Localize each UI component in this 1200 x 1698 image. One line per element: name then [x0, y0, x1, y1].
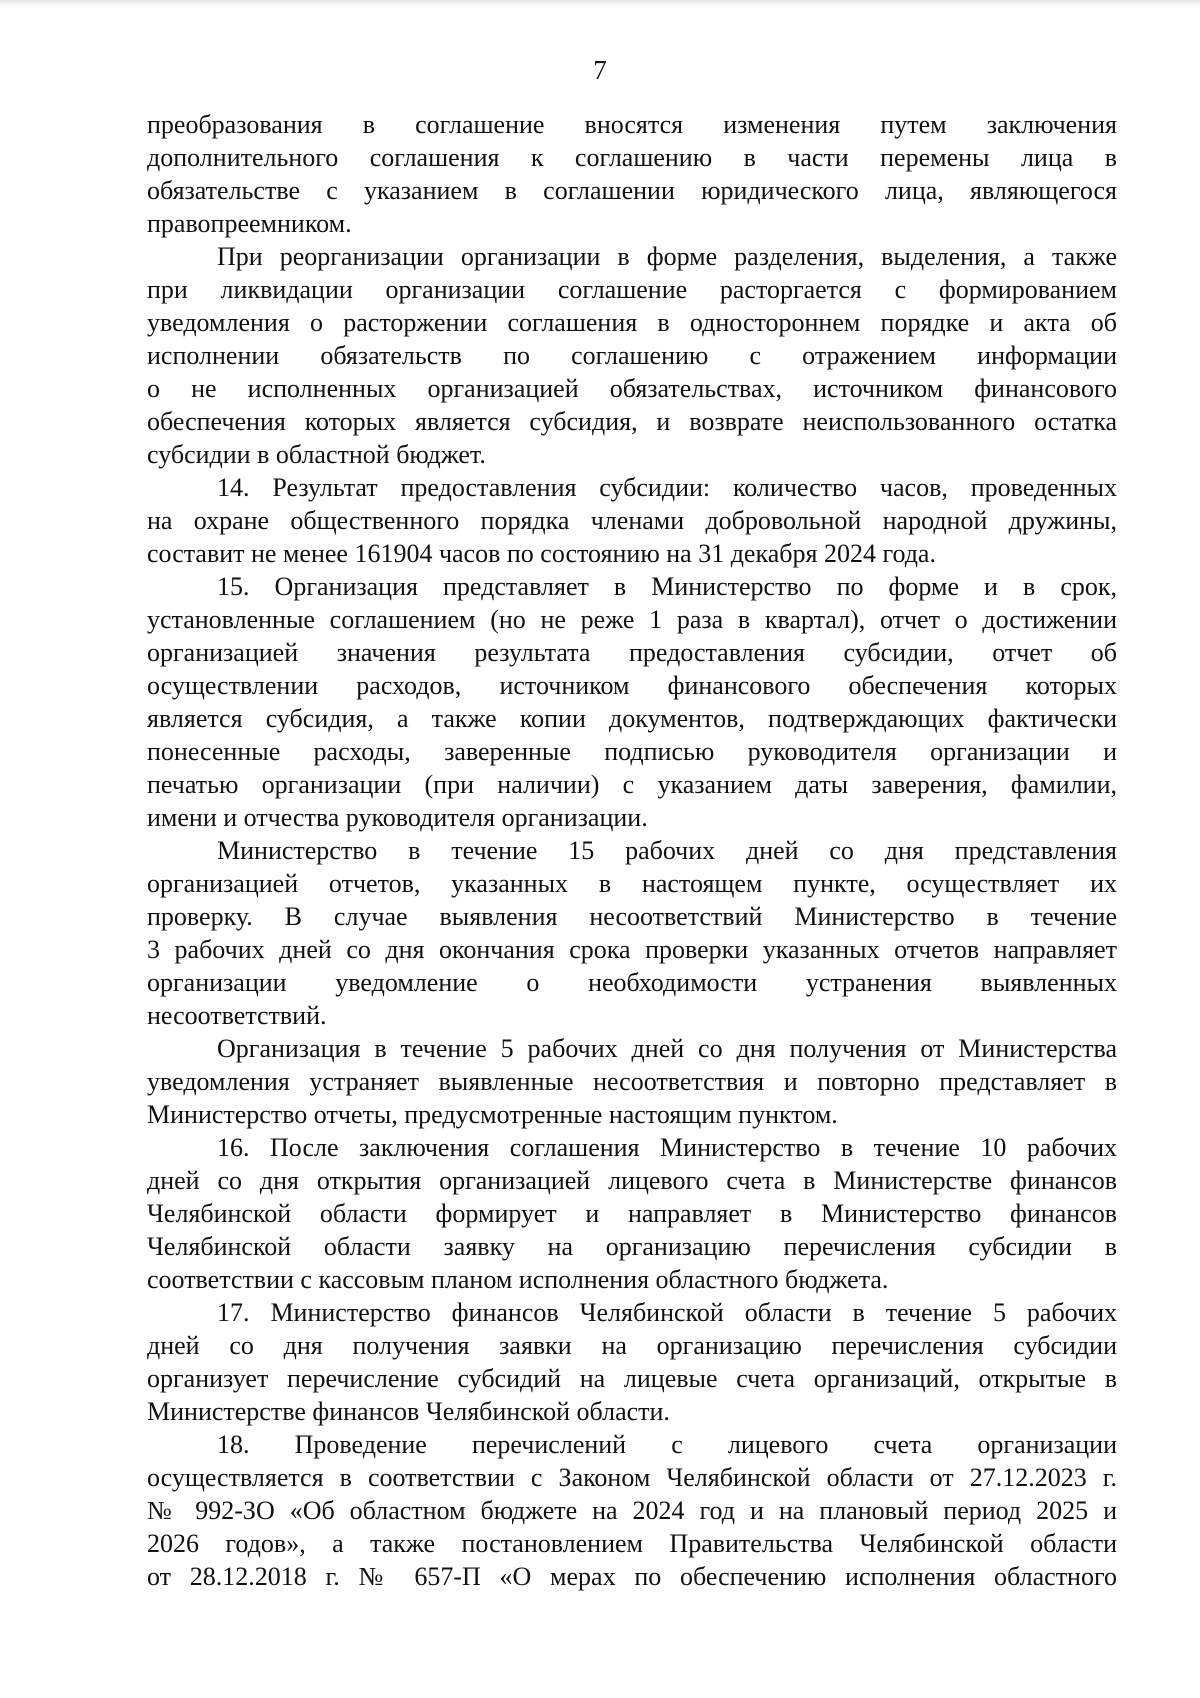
- text-line: печатью организации (при наличии) с указанием даты заверения, фамилии,: [147, 770, 1117, 799]
- paragraph: [147, 834, 1117, 1032]
- paragraph-item-17: [147, 1296, 1117, 1428]
- scan-edge: [0, 0, 1200, 6]
- document-body: [147, 108, 1117, 1593]
- page-number: 7: [593, 55, 607, 85]
- text-line: Министерство отчеты, предусмотренные настоящим пунктом.: [147, 1100, 838, 1129]
- paragraph-item-14: [147, 471, 1117, 570]
- text-line: несоответствий.: [147, 1001, 327, 1030]
- text-line: Челябинской области формирует и направляет в Министерство финансов: [147, 1199, 1117, 1228]
- text-line: Министерстве финансов Челябинской области.: [147, 1397, 670, 1426]
- text-line: установленные соглашением (но не реже 1 раза в квартал), отчет о достижении: [147, 605, 1117, 634]
- text-line: организацией отчетов, указанных в настоящем пункте, осуществляет их: [147, 869, 1117, 898]
- text-line: Челябинской области заявку на организацию перечисления субсидии в: [147, 1232, 1117, 1261]
- text-line: 2026 годов», а также постановлением Правительства Челябинской области: [147, 1529, 1117, 1558]
- text-line: дней со дня получения заявки на организацию перечисления субсидии: [147, 1331, 1117, 1360]
- text-line: 14. Результат предоставления субсидии: количество часов, проведенных: [217, 473, 1117, 502]
- text-line: организации уведомление о необходимости устранения выявленных: [147, 968, 1117, 997]
- text-line: 18. Проведение перечислений с лицевого счета организации: [217, 1430, 1117, 1459]
- text-line: уведомления о расторжении соглашения в одностороннем порядке и акта об: [147, 308, 1117, 337]
- text-line: обеспечения которых является субсидия, и возврате неиспользованного остатка: [147, 407, 1117, 436]
- text-line: 15. Организация представляет в Министерство по форме и в срок,: [217, 572, 1117, 601]
- text-line: 3 рабочих дней со дня окончания срока проверки указанных отчетов направляет: [147, 935, 1117, 964]
- paragraph-item-15: [147, 570, 1117, 834]
- text-line: правопреемником.: [147, 209, 352, 238]
- text-line: осуществляется в соответствии с Законом Челябинской области от 27.12.2023 г.: [147, 1463, 1117, 1492]
- text-line: субсидии в областной бюджет.: [147, 440, 486, 469]
- text-line: № 992-ЗО «Об областном бюджете на 2024 год и на плановый период 2025 и: [147, 1496, 1117, 1525]
- paragraph-item-18: [147, 1428, 1117, 1593]
- text-line: при ликвидации организации соглашение расторгается с формированием: [147, 275, 1117, 304]
- text-line: Организация в течение 5 рабочих дней со дня получения от Министерства: [217, 1034, 1117, 1063]
- text-line: 16. После заключения соглашения Министерство в течение 10 рабочих: [217, 1133, 1117, 1162]
- paragraph-item-16: [147, 1131, 1117, 1296]
- text-line: на охране общественного порядка членами добровольной народной дружины,: [147, 506, 1117, 535]
- paragraph: [147, 108, 1117, 240]
- text-line: соответствии с кассовым планом исполнения областного бюджета.: [147, 1265, 889, 1294]
- text-line: исполнении обязательств по соглашению с отражением информации: [147, 341, 1117, 370]
- text-line: Министерство в течение 15 рабочих дней со дня представления: [217, 836, 1117, 865]
- text-line: организует перечисление субсидий на лицевые счета организаций, открытые в: [147, 1364, 1117, 1393]
- paragraph: [147, 240, 1117, 471]
- text-line: 17. Министерство финансов Челябинской области в течение 5 рабочих: [217, 1298, 1117, 1327]
- text-line: обязательстве с указанием в соглашении юридического лица, являющегося: [147, 176, 1117, 205]
- text-line: При реорганизации организации в форме разделения, выделения, а также: [217, 242, 1117, 271]
- paragraph: [147, 1032, 1117, 1131]
- text-line: имени и отчества руководителя организации.: [147, 803, 648, 832]
- text-line: от 28.12.2018 г. № 657-П «О мерах по обеспечению исполнения областного: [147, 1562, 1117, 1591]
- text-line: дней со дня открытия организацией лицевого счета в Министерстве финансов: [147, 1166, 1117, 1195]
- text-line: понесенные расходы, заверенные подписью руководителя организации и: [147, 737, 1117, 766]
- text-line: о не исполненных организацией обязательствах, источником финансового: [147, 374, 1117, 403]
- text-line: организацией значения результата предоставления субсидии, отчет об: [147, 638, 1117, 667]
- text-line: является субсидия, а также копии документов, подтверждающих фактически: [147, 704, 1117, 733]
- text-line: уведомления устраняет выявленные несоответствия и повторно представляет в: [147, 1067, 1117, 1096]
- text-line: осуществлении расходов, источником финансового обеспечения которых: [147, 671, 1117, 700]
- text-line: преобразования в соглашение вносятся изменения путем заключения: [147, 110, 1117, 139]
- text-line: дополнительного соглашения к соглашению в части перемены лица в: [147, 143, 1117, 172]
- text-line: проверку. В случае выявления несоответствий Министерство в течение: [147, 902, 1117, 931]
- text-line: составит не менее 161904 часов по состоянию на 31 декабря 2024 года.: [147, 539, 936, 568]
